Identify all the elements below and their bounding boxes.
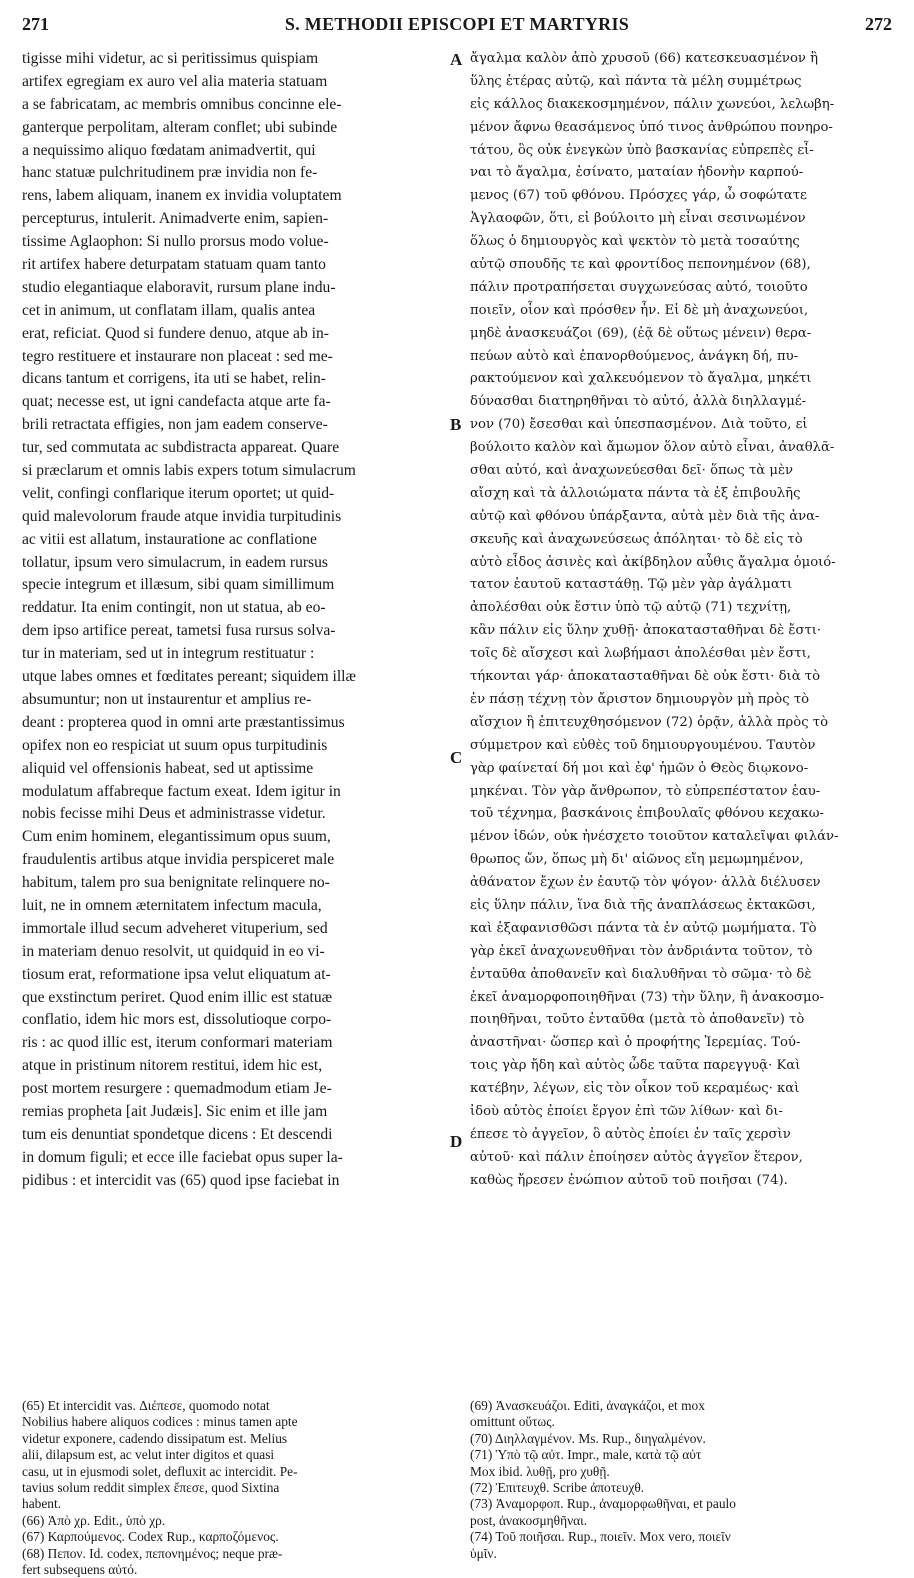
greek-text-line: αὐτὸ εἶδος ἀσινὲς καὶ ἀκίβδηλον αὖθις ἄγαλμα ὁμοιό- xyxy=(470,554,836,570)
latin-text-line: specie integrum et illæsum, sibi quam simillimum xyxy=(22,576,335,594)
greek-text-line: μένον ἄφνω θεασάμενος ὑπό τινος ἀνθρώπου πονηρο- xyxy=(470,119,833,135)
latin-text-line: tigisse mihi videtur, ac si peritissimus quispiam xyxy=(22,50,319,67)
footnote-line: (74) Τοῦ ποιῆσαι. Rup., ποιεῖν. Mox vero, ποιεῖν xyxy=(470,1529,731,1545)
latin-text-line: immortale illud secum adveheret vituperium, sed xyxy=(22,919,328,937)
footnote-line: alii, dilapsum est, ac velut inter digitos et quasi xyxy=(22,1447,275,1463)
footnote-line: habent. xyxy=(22,1496,62,1512)
greek-text-line: ἀναστῆναι· ὥσπερ καὶ ὁ προφήτης Ἱερεμίας. Τού- xyxy=(470,1035,801,1051)
latin-text-line: brili retractata effigies, non jam eadem conserve- xyxy=(22,416,328,434)
latin-text-line: tollatur, ipsum vero simulacrum, in eadem rursus xyxy=(22,553,328,571)
latin-text-line: utque labes omnes et fœditates pereant; siquidem illæ xyxy=(22,668,356,686)
greek-column xyxy=(470,48,896,1193)
footnote-line: ὑμῖν. xyxy=(470,1545,497,1561)
footnote-line: (72) Ἐπιτευχθ. Scribe ἀποτευχθ. xyxy=(470,1479,645,1495)
latin-text-line: ris : ac quod illic est, iterum conformari materiam xyxy=(22,1034,333,1052)
latin-text-line: tur in materiam, sed ut in integrum restituatur : xyxy=(22,645,315,663)
greek-text-line: αἴσχη καὶ τὰ ἀλλοιώματα πάντα τὰ ἐξ ἐπιβουλῆς xyxy=(470,485,801,501)
latin-text-line: remias propheta [ait Judæis]. Sic enim et ille jam xyxy=(22,1102,328,1120)
latin-text-line: deant : propterea quod in omni arte præstantissimus xyxy=(22,713,345,731)
latin-text-line: cet in animum, ut conflatam illam, qualis antea xyxy=(22,301,316,319)
greek-text-line: τοις γὰρ ἤδη καὶ αὐτὸς ὧδε ταῦτα παρεγγυᾷ· Καὶ xyxy=(470,1058,801,1074)
latin-text-line: reddatur. Ita enim contingit, non ut statua, ab eo- xyxy=(22,599,326,617)
latin-text-line: aliquid vel offensionis habeat, sed ut aptissime xyxy=(22,759,314,777)
greek-text-line: μηκέναι. Τὸν γὰρ ἄνθρωπον, τὸ εὐπρεπέστατον ἑαυ- xyxy=(470,783,821,799)
footnote-line: (73) Ἀναμορφοπ. Rup., ἀναμορφωθῆναι, et paulo xyxy=(470,1496,736,1512)
latin-text-line: in materiam denuo resolvit, ut quidquid in eo vi- xyxy=(22,942,325,960)
greek-text-line: ὕλης ἑτέρας αὐτῷ, καὶ πάντα τὰ μέλη συμμέτρως xyxy=(470,73,802,89)
latin-text-line: absumuntur; non ut instaurentur et amplius re- xyxy=(22,690,312,708)
latin-text-line: pidibus : et intercidit vas (65) quod ipse faciebat in xyxy=(22,1171,340,1189)
greek-text-line: πεύων αὐτὸ καὶ ἐπανορθούμενος, ἀνάγκη δή, πυ- xyxy=(470,348,799,364)
footnote-line: Mox ibid. λυθῇ, pro χυθῇ. xyxy=(470,1463,610,1479)
greek-text-line: μένον ἰδών, οὐκ ἠνέσχετο τοιοῦτον καταλεῖψαι φιλάν- xyxy=(470,829,839,845)
greek-text-line: ναι τὸ ἄγαλμα, ἐσίνατο, ματαίαν ἡδονὴν καρπού- xyxy=(470,165,804,181)
greek-text-line: Ἀγλαοφῶν, ὅτι, εἰ βούλοιτο μὴ εἶναι σεσινωμένον xyxy=(470,211,806,227)
latin-text-line: fraudulentis artibus atque invidia perspiceret male xyxy=(22,851,335,869)
footnote-line: Nobilius habere aliquos codices : minus tamen apte xyxy=(22,1414,298,1430)
footnote-line: (70) Διηλλαγμένον. Ms. Rup., διηγαλμένον. xyxy=(470,1430,706,1446)
greek-text-line: αὐτοῦ· καὶ πάλιν ἐποίησεν αὐτὸς ἀγγεῖον ἕτερον, xyxy=(470,1149,803,1165)
footnote-line: (65) Et intercidit vas. Διέπεσε, quomodo notat xyxy=(22,1398,270,1413)
greek-text-line: τάτου, ὃς οὐκ ἐνεγκὼν ὑπὸ βασκανίας εὐπρεπὲς εἶ- xyxy=(470,142,814,158)
greek-text-line: νον (70) ἔσεσθαι καὶ ὑπεσπασμένον. Διὰ τοῦτο, εἰ xyxy=(470,417,808,433)
latin-text-line: rit artifex habere deturpatam statuam quam tanto xyxy=(22,256,326,274)
greek-text-line: μενος (67) τοῦ φθόνου. Πρόσχες γάρ, ὦ σοφώτατε xyxy=(470,188,807,204)
greek-text-line: τοῦ τέχνημα, βασκάνοις ἐπιβουλαῖς φθόνου κεχακω- xyxy=(470,806,824,822)
greek-text-line: μηδὲ ἀνασκευάζοι (69), (ἐᾷ δὲ οὕτως μένειν) θερα- xyxy=(470,325,812,341)
latin-text-line: velit, confingi conflarique iterum oportet; ut quid- xyxy=(22,484,335,502)
greek-text-line: ἀπολέσθαι οὐκ ἔστιν ὑπὸ τῷ αὐτῷ (71) τεχνίτῃ, xyxy=(470,600,792,616)
footnote-line: casu, ut in ejusmodi solet, defluxit ac intercidit. Pe- xyxy=(22,1463,298,1479)
latin-text-line: si præclarum et omnis labis expers totum simulacrum xyxy=(22,462,356,480)
latin-text-line: quid malevolorum fraude atque invidia turpitudinis xyxy=(22,507,342,525)
footnote-line: post, ἀνακοσμηθῆναι. xyxy=(470,1512,588,1528)
footnote-line: (67) Καρπούμενος. Codex Rup., καρποζόμενος. xyxy=(22,1529,279,1545)
latin-text-line: tegro restituere et instaurare non placeat : sed me- xyxy=(22,347,333,365)
greek-text-line: δύνασθαι διατηρηθῆναι τὸ αὐτό, ἀλλὰ διηλλαγμέ- xyxy=(470,394,807,410)
greek-text-line: αὐτῷ σπουδῆς τε καὶ φροντίδος πεπονημένον (68), xyxy=(470,257,811,273)
greek-text-line: έπεσε τὸ ἀγγεῖον, ὃ αὐτὸς ἐποίει ἐν ταῖς χερσὶν xyxy=(470,1126,791,1142)
page-header xyxy=(22,14,892,42)
greek-text-line: κἂν πάλιν εἰς ὕλην χυθῇ· ἀποκατασταθῆναι δὲ ἔστι· xyxy=(470,623,822,639)
greek-text-line: ἰδοὺ αὐτὸς ἐποίει ἔργον ἐπὶ τῶν λίθων· καὶ δι- xyxy=(470,1103,783,1119)
greek-text-line: γὰρ φαίνεταί δή μοι καὶ ἐφ' ἡμῶν ὁ Θεὸς διῳκονο- xyxy=(470,760,809,776)
greek-text-line: ἐνταῦθα ἀποθανεῖν καὶ διαλυθῆναι τὸ σῶμα· τὸ δὲ xyxy=(470,966,812,982)
greek-text-line: πάλιν προτραπήσεται συγχωνεύσας αὐτό, τοιοῦτο xyxy=(470,279,808,295)
latin-text-line: nobis fecisse mihi Deus et administrasse videtur. xyxy=(22,805,326,823)
latin-text-line: quat; necesse est, ut igni candefacta atque arte fa- xyxy=(22,393,331,411)
latin-text-line: modulatum affabreque factum exeat. Idem igitur in xyxy=(22,782,341,800)
greek-text-line: τήκονται γάρ· ἀποκατασταθῆναι δὲ οὐκ ἔστι· διὰ τὸ xyxy=(470,669,821,685)
latin-text-line: a se fabricatam, ac membris omnibus concinne ele- xyxy=(22,95,342,113)
greek-text-line: ποιεῖν, οἷον καὶ πρόσθεν ἦν. Εἰ δὲ μὴ ἀναχωνεύοι, xyxy=(470,302,809,318)
greek-text-line: σκευῆς καὶ ἀναχωνεύσεως ἀπόληται· τὸ δὲ εἰς τὸ xyxy=(470,531,803,547)
footnote-line: fert subsequens αὐτό. xyxy=(22,1561,138,1577)
latin-text-line: luit, ne in omnem æternitatem infectum macula, xyxy=(22,896,322,914)
latin-text-line: in domum figuli; et ecce ille faciebat opus super la- xyxy=(22,1148,343,1166)
latin-text-line: conflatio, idem hic mors est, dissolutioque corpo- xyxy=(22,1011,332,1029)
latin-text-line: artifex egregiam ex auro vel alia materia statuam xyxy=(22,72,328,90)
greek-text-line: σύμμετρον καὶ εὐθὲς τοῦ δημιουργουμένου. Ταυτὸν xyxy=(470,737,816,753)
footnotes-left xyxy=(22,1398,447,1578)
greek-text-line: βούλοιτο καλὸν καὶ ἄμωμον ὅλον αὐτὸ εἶναι, ἀναθλᾶ- xyxy=(470,440,835,456)
greek-text-line: θρωπος ὤν, ὅπως μὴ δι' αἰῶνος εἴη μεμωμημένον, xyxy=(470,852,804,868)
footnote-line: (71) Ὑπὸ τῷ αὐτ. Impr., male, κατὰ τῷ αὐτ xyxy=(470,1447,702,1463)
margin-marker-b: B xyxy=(450,415,462,434)
latin-text-line: tur, sed commutata ac subdistracta appareat. Quare xyxy=(22,439,340,457)
footnote-line: (69) Ἀνασκευάζοι. Editi, ἀναγκάζοι, et mox xyxy=(470,1398,705,1413)
latin-text-line: Cum enim hominem, elegantissimum opus suum, xyxy=(22,828,331,846)
latin-text-line: percepturus, intulerit. Animadverte enim, sapien- xyxy=(22,210,329,228)
latin-text-line: studio elegantiaque elaboravit, rursum plane indu- xyxy=(22,278,336,296)
greek-text-line: τοῖς δὲ αἴσχεσι καὶ λωβήμασι ἀπολέσθαι μὲν ἔστι, xyxy=(470,646,811,662)
footnote-line: videtur exponere, cadendo dissipatum est. Melius xyxy=(22,1430,288,1446)
greek-text-line: ἐν πάσῃ τέχνῃ τὸν ἄριστον δημιουργὸν μὴ πρὸς τὸ xyxy=(470,691,810,707)
margin-marker-a: A xyxy=(450,50,463,69)
greek-text-line: εἰς ὕλην πάλιν, ἵνα διὰ τῆς ἀναπλάσεως ἐκτακῶσι, xyxy=(470,897,816,913)
greek-text-line: ρακτούμενον καὶ χαλκευόμενον τὸ ἄγαλμα, μηκέτι xyxy=(470,371,812,387)
latin-column xyxy=(22,48,447,1193)
latin-text-line: post mortem resurgere : quemadmodum etiam Je- xyxy=(22,1080,332,1098)
greek-text-line: καθὼς ἤρεσεν ἐνώπιον αὐτοῦ τοῦ ποιῆσαι (74). xyxy=(470,1172,788,1188)
page-number-left: 271 xyxy=(22,14,49,34)
latin-text-line: rens, labem aliquam, inanem ex invidia voluptatem xyxy=(22,187,342,205)
greek-text-line: ποιηθῆναι, τοῦτο ἐνταῦθα (μετὰ τὸ ἀποθανεῖν) τὸ xyxy=(470,1012,805,1028)
page-number-right: 272 xyxy=(865,14,892,34)
latin-text-line: habitum, talem pro sua benignitate relinquere no- xyxy=(22,874,330,892)
latin-text-line: hanc statuæ pulchritudinem præ invidia non fe- xyxy=(22,164,318,182)
latin-text-line: ac vitii est allatum, instauratione ac conflatione xyxy=(22,530,317,548)
latin-text-line: erat, reficiat. Quod si fundere denuo, atque ab in- xyxy=(22,324,329,342)
greek-text-line: ὅλως ὁ δημιουργὸς καὶ ψεκτὸν τὸ μετὰ τοσαύτης xyxy=(470,234,800,250)
latin-text-line: ganterque perpolitam, alteram conflet; ubi subinde xyxy=(22,118,338,136)
greek-text-line: γὰρ ἐκεῖ ἀναχωνευθῆναι τὸν ἀνδριάντα τοῦτον, τὸ xyxy=(470,943,813,959)
margin-marker-c: C xyxy=(450,748,463,767)
footnote-line: (68) Πεπον. Id. codex, πεπονημένος; neque præ- xyxy=(22,1545,283,1561)
greek-text-line: ἀθάνατον ἔχων ἐν ἑαυτῷ τὸν ψόγον· ἀλλὰ διέλυσεν xyxy=(470,875,821,891)
footnote-line: tavius solum reddit simplex ἔπεσε, quod Sixtina xyxy=(22,1479,280,1495)
latin-text-line: que exstinctum periret. Quod enim illic est statuæ xyxy=(22,988,333,1006)
latin-text-line: a nequissimo aliquo fœdatam animadvertit, qui xyxy=(22,141,316,159)
latin-text-line: tissime Aglaophon: Si nullo prorsus modo volue- xyxy=(22,233,329,251)
greek-text-line: σθαι αὐτό, καὶ ἀναχωνεύεσθαι δεῖ· ὅπως τὰ μὲν xyxy=(470,463,794,479)
running-title: S. METHODII EPISCOPI ET MARTYRIS xyxy=(284,14,630,34)
latin-text-line: tum eis denuntiat spondetque dicens : Et descendi xyxy=(22,1125,333,1143)
greek-text-line: αὐτῷ καὶ φθόνου ὑπάρξαντα, αὐτὰ μὲν διὰ τῆς ἀνα- xyxy=(470,508,820,524)
latin-text-line: atque in pristinum nitorem restitui, idem hic est, xyxy=(22,1057,323,1075)
greek-text-line: κατέβην, λέγων, εἰς τὸν οἶκον τοῦ κεραμέως· καὶ xyxy=(470,1081,800,1097)
greek-text-line: καὶ ἐξαφανισθῶσι πάντα τὰ ἐν αὐτῷ μωμήματα. Τὸ xyxy=(470,920,817,936)
footnotes-right xyxy=(470,1398,896,1562)
latin-text-line: dicans tantum et corrigens, ita uti se habet, relin- xyxy=(22,370,326,388)
greek-text-line: αἴσχιον ἢ ἐπιτευχθησόμενον (72) ὁρᾷν, ἀλλὰ πρὸς τὸ xyxy=(470,714,829,730)
footnote-line: omittunt οὕτως. xyxy=(470,1414,555,1430)
greek-text-line: τατον ἑαυτοῦ καταστάθῃ. Τῷ μὲν γὰρ ἀγάλματι xyxy=(470,577,793,593)
greek-text-line: ἄγαλμα καλὸν ἀπὸ χρυσοῦ (66) κατεσκευασμένον ἢ xyxy=(470,51,818,66)
latin-text-line: dem ipso artifice pereat, tametsi fusa rursus solva- xyxy=(22,622,336,640)
latin-text-line: opifex non eo respiciat ut suum opus turpitudinis xyxy=(22,736,328,754)
greek-text-line: ἐκεῖ ἀναμορφοποιηθῆναι (73) τὴν ὕλην, ἢ ἀνακοσμο- xyxy=(470,989,824,1005)
margin-marker-d: D xyxy=(450,1132,463,1151)
footnote-line: (66) Ἀπὸ χρ. Edit., ὑπὸ χρ. xyxy=(22,1512,166,1528)
greek-text-line: εἰς κάλλος διακεκοσμημένον, πάλιν χωνεύοι, λελωβη- xyxy=(470,96,835,112)
latin-text-line: tiosum erat, reformatione ipsa velut eliquatum at- xyxy=(22,965,331,983)
